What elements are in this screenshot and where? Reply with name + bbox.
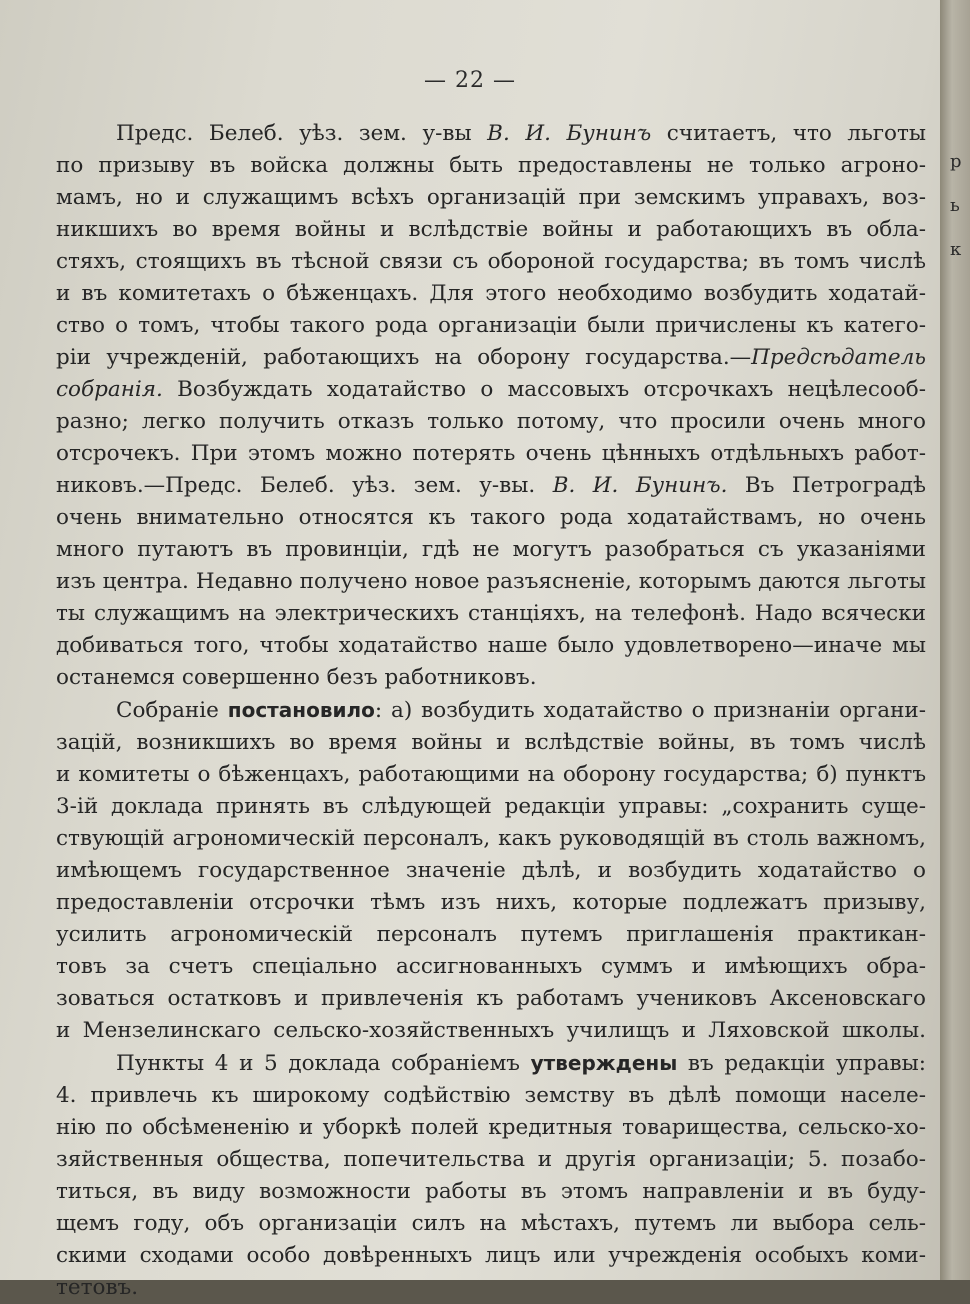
text-line: [56, 534, 926, 566]
text-segment: усилить агрономическій персоналъ путемъ приглашенія практикан-: [56, 922, 926, 947]
text-segment: очень внимательно относятся къ такого рода ходатайствамъ, но очень: [56, 505, 926, 530]
text-line: [56, 791, 926, 823]
text-segment: Возбуждать ходатайство о массовыхъ отсрочкахъ нецѣлесооб-: [162, 377, 926, 402]
text-line: [56, 566, 926, 598]
text-line: [56, 630, 926, 662]
edge-letter: р: [950, 151, 962, 172]
text-segment: много путаютъ въ провинціи, гдѣ не могутъ разобраться съ указаніями: [56, 537, 926, 562]
text-line: [56, 502, 926, 534]
text-segment: зоваться остатковъ и привлеченія къ работамъ учениковъ Аксеновскаго: [56, 986, 926, 1011]
edge-letter: к: [950, 239, 962, 260]
text-line: [56, 951, 926, 983]
text-line: [56, 246, 926, 278]
document-body: [56, 118, 926, 1304]
text-segment: Въ Петроградѣ: [727, 473, 926, 498]
text-line: [56, 1176, 926, 1208]
text-line: [56, 310, 926, 342]
page-number: — 22 —: [424, 68, 516, 93]
text-segment: Пункты 4 и 5 доклада собраніемъ: [116, 1051, 531, 1076]
text-segment: нію по обсѣмененію и уборкѣ полей кредитныя товарищества, сельско-хо-: [56, 1115, 926, 1140]
text-line: [56, 598, 926, 630]
text-line: [56, 1080, 926, 1112]
text-segment: останемся совершенно безъ работниковъ.: [56, 665, 537, 690]
text-line: [56, 1240, 926, 1272]
text-segment: ты служащимъ на электрическихъ станціяхъ, на телефонѣ. Надо всячески: [56, 601, 926, 626]
text-segment: отсрочекъ. При этомъ можно потерять очень цѣнныхъ отдѣльныхъ работ-: [56, 441, 926, 466]
text-segment: по призыву въ войска должны быть предоставлены не только агроно-: [56, 153, 926, 178]
text-segment: мамъ, но и служащимъ всѣхъ организацій при земскимъ управахъ, воз-: [56, 185, 926, 210]
text-line: [56, 662, 926, 694]
text-segment: ріи учрежденій, работающихъ на оборону государства.—: [56, 345, 752, 370]
text-line: [56, 1272, 926, 1304]
text-segment: стяхъ, стоящихъ въ тѣсной связи съ обороной государства; въ томъ числѣ: [56, 249, 926, 274]
text-line: [56, 1144, 926, 1176]
next-page-edge-letters: [950, 140, 962, 272]
text-line: [56, 887, 926, 919]
text-segment: ство о томъ, чтобы такого рода организаціи были причислены къ катего-: [56, 313, 926, 338]
text-segment: и Мензелинскаго сельско-хозяйственныхъ училищъ и Ляховской школы.: [56, 1018, 926, 1043]
text-segment: : а) возбудить ходатайство о признаніи органи-: [374, 698, 926, 723]
bold-term: постановило: [227, 698, 375, 722]
text-segment: и комитеты о бѣженцахъ, работающими на оборону государства; б) пунктъ: [56, 762, 926, 787]
italic-text: В. И. Бунинъ.: [552, 473, 728, 498]
text-line: [56, 470, 926, 502]
text-line: [56, 1112, 926, 1144]
text-line: [56, 694, 926, 727]
text-segment: титься, въ виду возможности работы въ этомъ направленіи и въ буду-: [56, 1179, 926, 1204]
text-line: [56, 278, 926, 310]
text-line: [56, 182, 926, 214]
text-segment: 4. привлечь къ широкому содѣйствію земству въ дѣлѣ помощи населе-: [56, 1083, 926, 1108]
text-segment: и въ комитетахъ о бѣженцахъ. Для этого необходимо возбудить ходатай-: [56, 281, 926, 306]
text-segment: въ редакціи управы:: [677, 1051, 926, 1076]
text-segment: добиваться того, чтобы ходатайство наше было удовлетворено—иначе мы: [56, 633, 926, 658]
text-segment: считаетъ, что льготы: [651, 121, 926, 146]
text-line: [56, 919, 926, 951]
text-line: [56, 759, 926, 791]
text-segment: никовъ.—Предс. Белеб. уѣз. зем. у-вы.: [56, 473, 553, 498]
text-segment: 3-ій доклада принять въ слѣдующей редакціи управы: „сохранить суще-: [56, 794, 926, 819]
text-segment: Собраніе: [116, 698, 228, 723]
text-segment: разно; легко получить отказъ только потому, что просили очень много: [56, 409, 926, 434]
text-line: [56, 342, 926, 374]
text-segment: изъ центра. Недавно получено новое разъясненіе, которымъ даются льготы: [56, 569, 926, 594]
edge-letter: ь: [950, 195, 960, 216]
text-line: [56, 438, 926, 470]
text-line: [56, 214, 926, 246]
text-segment: зяйственныя общества, попечительства и другія организаціи; 5. позабо-: [56, 1147, 926, 1172]
text-line: [56, 1015, 926, 1047]
text-line: [56, 118, 926, 150]
text-line: [56, 406, 926, 438]
text-line: [56, 855, 926, 887]
text-segment: щемъ году, объ организаціи силъ на мѣстахъ, путемъ ли выбора сель-: [56, 1211, 926, 1236]
text-line: [56, 823, 926, 855]
text-segment: ствующій агрономическій персоналъ, какъ руководящій въ столь важномъ,: [56, 826, 926, 851]
text-line: [56, 374, 926, 406]
text-segment: тетовъ.: [56, 1275, 139, 1300]
text-segment: зацій, возникшихъ во время войны и вслѣдствіе войны, въ томъ числѣ: [56, 730, 926, 755]
text-line: [56, 727, 926, 759]
text-line: [56, 1208, 926, 1240]
text-line: [56, 1047, 926, 1080]
italic-text: В. И. Бунинъ: [487, 121, 652, 146]
text-line: [56, 150, 926, 182]
text-line: [56, 983, 926, 1015]
text-segment: Предс. Белеб. уѣз. зем. у-вы: [116, 121, 488, 146]
text-segment: предоставленіи отсрочки тѣмъ изъ нихъ, которые подлежатъ призыву,: [56, 890, 926, 915]
text-segment: товъ за счетъ спеціально ассигнованныхъ суммъ и имѣющихъ обра-: [56, 954, 926, 979]
text-segment: скими сходами особо довѣренныхъ лицъ или учрежденія особыхъ коми-: [56, 1243, 926, 1268]
italic-text: собранія.: [56, 377, 163, 402]
text-segment: никшихъ во время войны и вслѣдствіе войны и работающихъ въ обла-: [56, 217, 926, 242]
text-segment: имѣющемъ государственное значеніе дѣлѣ, и возбудить ходатайство о: [56, 858, 926, 883]
italic-text: Предсѣдатель: [751, 345, 926, 370]
bold-term: утверждены: [530, 1051, 678, 1075]
